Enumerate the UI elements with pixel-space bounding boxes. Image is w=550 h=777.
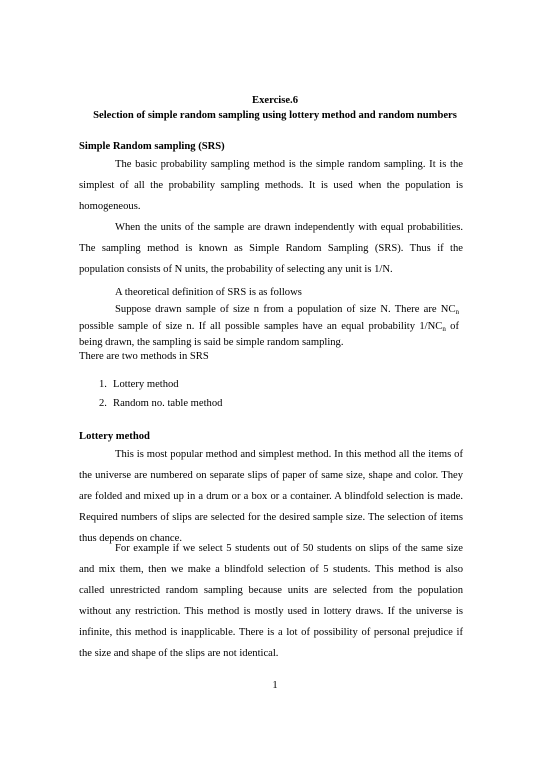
srs-definition-part-2: possible sample of size n. If all possible samples have an equal probability 1/NC [79,320,443,332]
srs-definition-subscript-2: n [442,324,446,333]
list-item [99,397,222,410]
srs-definition [79,302,459,352]
srs-paragraph-1: The basic probability sampling method is the simple random sampling. It is the simplest of all the probability sampling methods. It is used when the population is homogeneous. [79,159,463,212]
srs-paragraph-2: When the units of the sample are drawn independently with equal probabilities. The sampling method is known as Simple Random Sampling (SRS). Thus if the population consists of N units, the probability of selecting any unit is 1/N. [79,222,463,275]
list-item-number: 1. [99,379,107,390]
srs-definition-part-3: of being drawn, the sampling is said be simple random sampling. [79,320,459,348]
srs-methods-intro: There are two methods in SRS [79,351,209,362]
list-item-label: Lottery method [113,379,179,390]
exercise-subtitle: Selection of simple random sampling using lottery method and random numbers [93,110,457,121]
lottery-paragraph-2: For example if we select 5 students out of 50 students on slips of the same size and mix them, then we make a blindfold selection of 5 students. This method is also called unrestricted random sampling because units are selected from the population without any restriction. This method is mostly used in lottery draws. If the universe is infinite, this method is inapplicable. There is a lot of possibility of personal prejudice if the size and shape of the slips are not identical. [79,543,463,659]
list-item-label: Random no. table method [113,398,223,409]
lottery-paragraph-1: This is most popular method and simplest method. In this method all the items of the universe are numbered on separate slips of paper of same size, shape and color. They are folded and mixed up in a drum or a box or a container. A blindfold selection is made. Required numbers of slips are selected for the desired sample size. The selection of items thus depends on chance. [79,449,463,544]
srs-theoretical-definition-intro: A theoretical definition of SRS is as follows [115,287,302,298]
page-number: 1 [272,680,278,691]
srs-heading: Simple Random sampling (SRS) [79,141,225,152]
srs-definition-part-1: Suppose drawn sample of size n from a population of size N. There are NC [115,304,456,315]
list-item-number: 2. [99,398,107,409]
srs-definition-subscript-1: n [455,308,459,316]
lottery-heading: Lottery method [79,431,150,442]
exercise-title: Exercise.6 [252,95,298,106]
list-item [99,378,179,391]
